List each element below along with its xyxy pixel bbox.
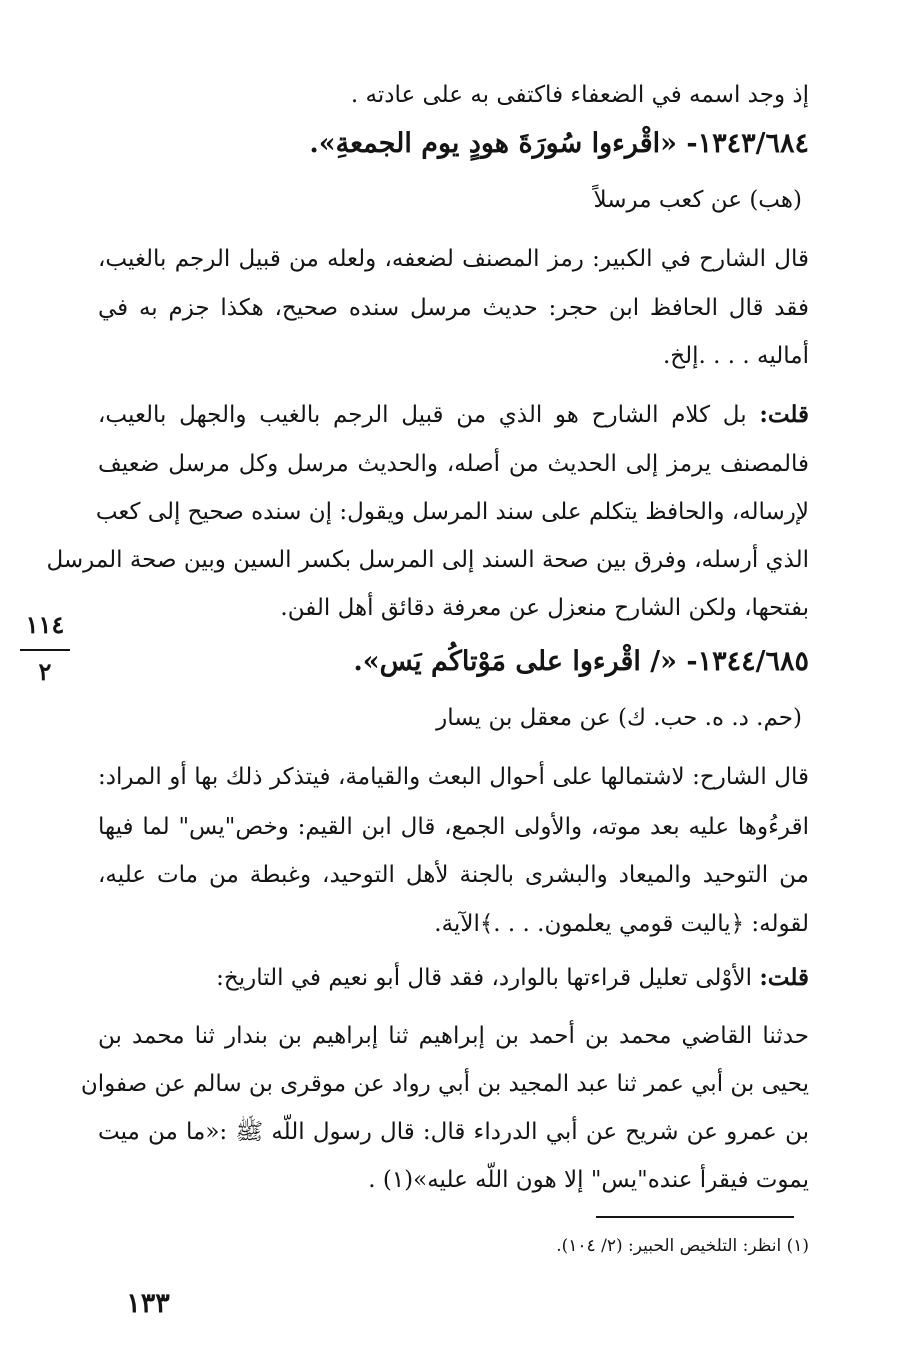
footnote: (١) انظر: التلخيص الحبير: (٢/ ١٠٤). (556, 1236, 809, 1256)
qultu-label: قلت: (759, 964, 809, 991)
hadith-source: (هب) عن كعب مرسلاً (593, 187, 802, 213)
text-line-with-label (216, 961, 809, 995)
text-line: يحيى بن أبي عمر ثنا عبد المجيد بن أبي رواد عن موقرى بن سالم عن صفوان (80, 1071, 809, 1097)
text-line-with-label (98, 398, 809, 432)
hadith-heading: ١٣٤٤/٦٨٥- «/ اقْرءوا على مَوْتاكُم يَس». (353, 646, 809, 677)
text-line: لقوله: ﴿ياليت قومي يعلمون. . . .﴾الآية. (434, 911, 809, 937)
text-line: قال الشارح: لاشتمالها على أحوال البعث والقيامة، فيتذكر ذلك بها أو المراد: (98, 764, 809, 790)
text-line: قال الشارح في الكبير: رمز المصنف لضعفه، ولعله من قبيل الرجم بالغيب، (98, 246, 809, 272)
text-line: بفتحها، ولكن الشارح منعزل عن معرفة دقائق أهل الفن. (280, 595, 809, 621)
footnote-divider (596, 1216, 794, 1218)
page-number: ١٣٣ (126, 1288, 170, 1319)
margin-divider (20, 649, 70, 651)
text-line: من التوحيد والميعاد والبشرى بالجنة لأهل التوحيد، وغبطة من مات عليه، (98, 862, 809, 888)
qultu-label: قلت: (759, 401, 810, 428)
hadith-source: (حم. د. ه. حب. ك) عن معقل بن يسار (436, 705, 802, 731)
text-line: الذي أرسله، وفرق بين صحة السند إلى المرسل بكسر السين وبين صحة المرسل (46, 547, 809, 573)
text-line: لإرساله، والحافظ يتكلم على سند المرسل ويقول: إن سنده صحيح إلى كعب (95, 499, 809, 525)
text-fragment: الأوْلى تعليل قراءتها بالوارد، فقد قال أبو نعيم في التاريخ: (216, 965, 752, 991)
hadith-heading: ١٣٤٣/٦٨٤- «اقْرءوا سُورَةَ هودٍ يوم الجمعةِ». (309, 128, 809, 159)
text-fragment: بل كلام الشارح هو الذي من قبيل الرجم بالغيب والجهل بالعيب، (98, 402, 747, 428)
text-line: إذ وجد اسمه في الضعفاء فاكتفى به على عادته . (350, 82, 809, 108)
text-line: حدثنا القاضي محمد بن أحمد بن إبراهيم ثنا إبراهيم بن بندار ثنا محمد بن (98, 1023, 809, 1049)
text-line: بن عمرو عن شريح عن أبي الدرداء قال: قال رسول اللّه ﷺ :«ما من ميت (98, 1119, 809, 1145)
text-line: فقد قال الحافظ ابن حجر: حديث مرسل سنده صحيح، هكذا جزم به في (98, 295, 809, 321)
margin-note-bottom: ٢ (38, 657, 52, 686)
text-line: يموت فيقرأ عنده"يس" إلا هون اللّه عليه»(١) . (368, 1167, 809, 1193)
text-line: اقرءُوها عليه بعد موته، والأولى الجمع، قال ابن القيم: وخص"يس" لما فيها (98, 814, 809, 840)
text-line: أماليه . . . .إلخ. (662, 343, 809, 369)
margin-note-top: ١١٤ (25, 610, 65, 639)
text-line: فالمصنف يرمز إلى الحديث من أصله، والحديث مرسل وكل مرسل ضعيف (98, 451, 809, 477)
